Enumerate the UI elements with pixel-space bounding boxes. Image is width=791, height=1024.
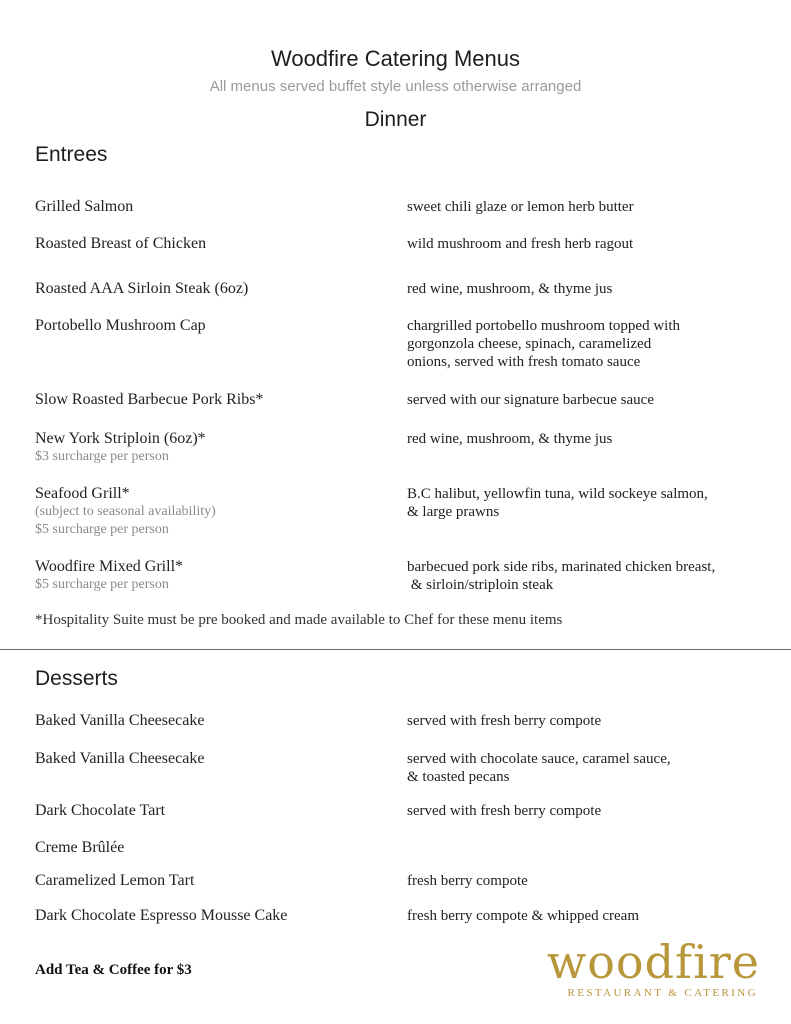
entree-title: Woodfire Mixed Grill* (35, 558, 184, 575)
desc-line: gorgonzola cheese, spinach, caramelized (407, 336, 652, 352)
entree-desc (407, 317, 767, 371)
desc-line: barbecued pork side ribs, marinated chicken breast, (407, 559, 716, 575)
entree-name (35, 485, 385, 539)
dessert-desc: served with fresh berry compote (407, 713, 602, 729)
availability-note: (subject to seasonal availability) (35, 504, 216, 519)
page-subtitle: All menus served buffet style unless otherwise arranged (209, 78, 582, 95)
entree-name: Roasted AAA Sirloin Steak (6oz) (35, 280, 249, 297)
dessert-desc (407, 750, 767, 786)
entree-desc (407, 485, 767, 521)
entree-name: Roasted Breast of Chicken (35, 235, 207, 252)
entree-desc: sweet chili glaze or lemon herb butter (407, 199, 634, 215)
dessert-name: Baked Vanilla Cheesecake (35, 750, 205, 767)
dessert-desc: fresh berry compote (407, 873, 528, 889)
entree-title: Seafood Grill* (35, 485, 130, 502)
desc-line: & large prawns (407, 504, 500, 520)
logo-tagline: RESTAURANT & CATERING (567, 987, 758, 999)
surcharge-note: $5 surcharge per person (35, 577, 169, 592)
desc-line: & toasted pecans (407, 769, 510, 785)
section-divider (0, 649, 791, 650)
entree-title: New York Striploin (6oz)* (35, 430, 206, 447)
dessert-desc: fresh berry compote & whipped cream (407, 908, 639, 924)
entree-desc: wild mushroom and fresh herb ragout (407, 236, 634, 252)
page-title: Woodfire Catering Menus (270, 46, 521, 71)
entree-desc (407, 558, 767, 594)
dessert-name: Dark Chocolate Espresso Mousse Cake (35, 907, 288, 924)
dessert-name: Creme Brûlée (35, 839, 125, 856)
entree-name: Grilled Salmon (35, 198, 134, 215)
woodfire-logo (500, 935, 760, 1005)
dessert-name: Dark Chocolate Tart (35, 802, 166, 819)
entrees-heading: Entrees (35, 143, 108, 166)
desc-line: served with chocolate sauce, caramel sauce, (407, 751, 671, 767)
entree-desc: served with our signature barbecue sauce (407, 392, 654, 408)
dessert-name: Caramelized Lemon Tart (35, 872, 195, 889)
entree-desc: red wine, mushroom, & thyme jus (407, 281, 613, 297)
meal-heading: Dinner (364, 108, 427, 131)
hospitality-footnote: *Hospitality Suite must be pre booked and made available to Chef for these menu items (35, 612, 563, 628)
entree-desc: red wine, mushroom, & thyme jus (407, 431, 613, 447)
logo-wordmark: woodfire (546, 935, 760, 989)
desc-line: chargrilled portobello mushroom topped with (407, 318, 681, 334)
dessert-desc: served with fresh berry compote (407, 803, 602, 819)
desc-line: & sirloin/striploin steak (407, 577, 554, 593)
entree-name: Portobello Mushroom Cap (35, 317, 206, 334)
entree-name (35, 558, 385, 594)
surcharge-note: $3 surcharge per person (35, 449, 169, 464)
desserts-heading: Desserts (35, 667, 118, 690)
desc-line: onions, served with fresh tomato sauce (407, 354, 641, 370)
surcharge-note: $5 surcharge per person (35, 522, 169, 537)
entree-name (35, 430, 385, 466)
desc-line: B.C halibut, yellowfin tuna, wild sockeye salmon, (407, 486, 708, 502)
entree-name: Slow Roasted Barbecue Pork Ribs* (35, 391, 264, 408)
dessert-name: Baked Vanilla Cheesecake (35, 712, 205, 729)
tea-coffee-addon: Add Tea & Coffee for $3 (35, 962, 192, 978)
